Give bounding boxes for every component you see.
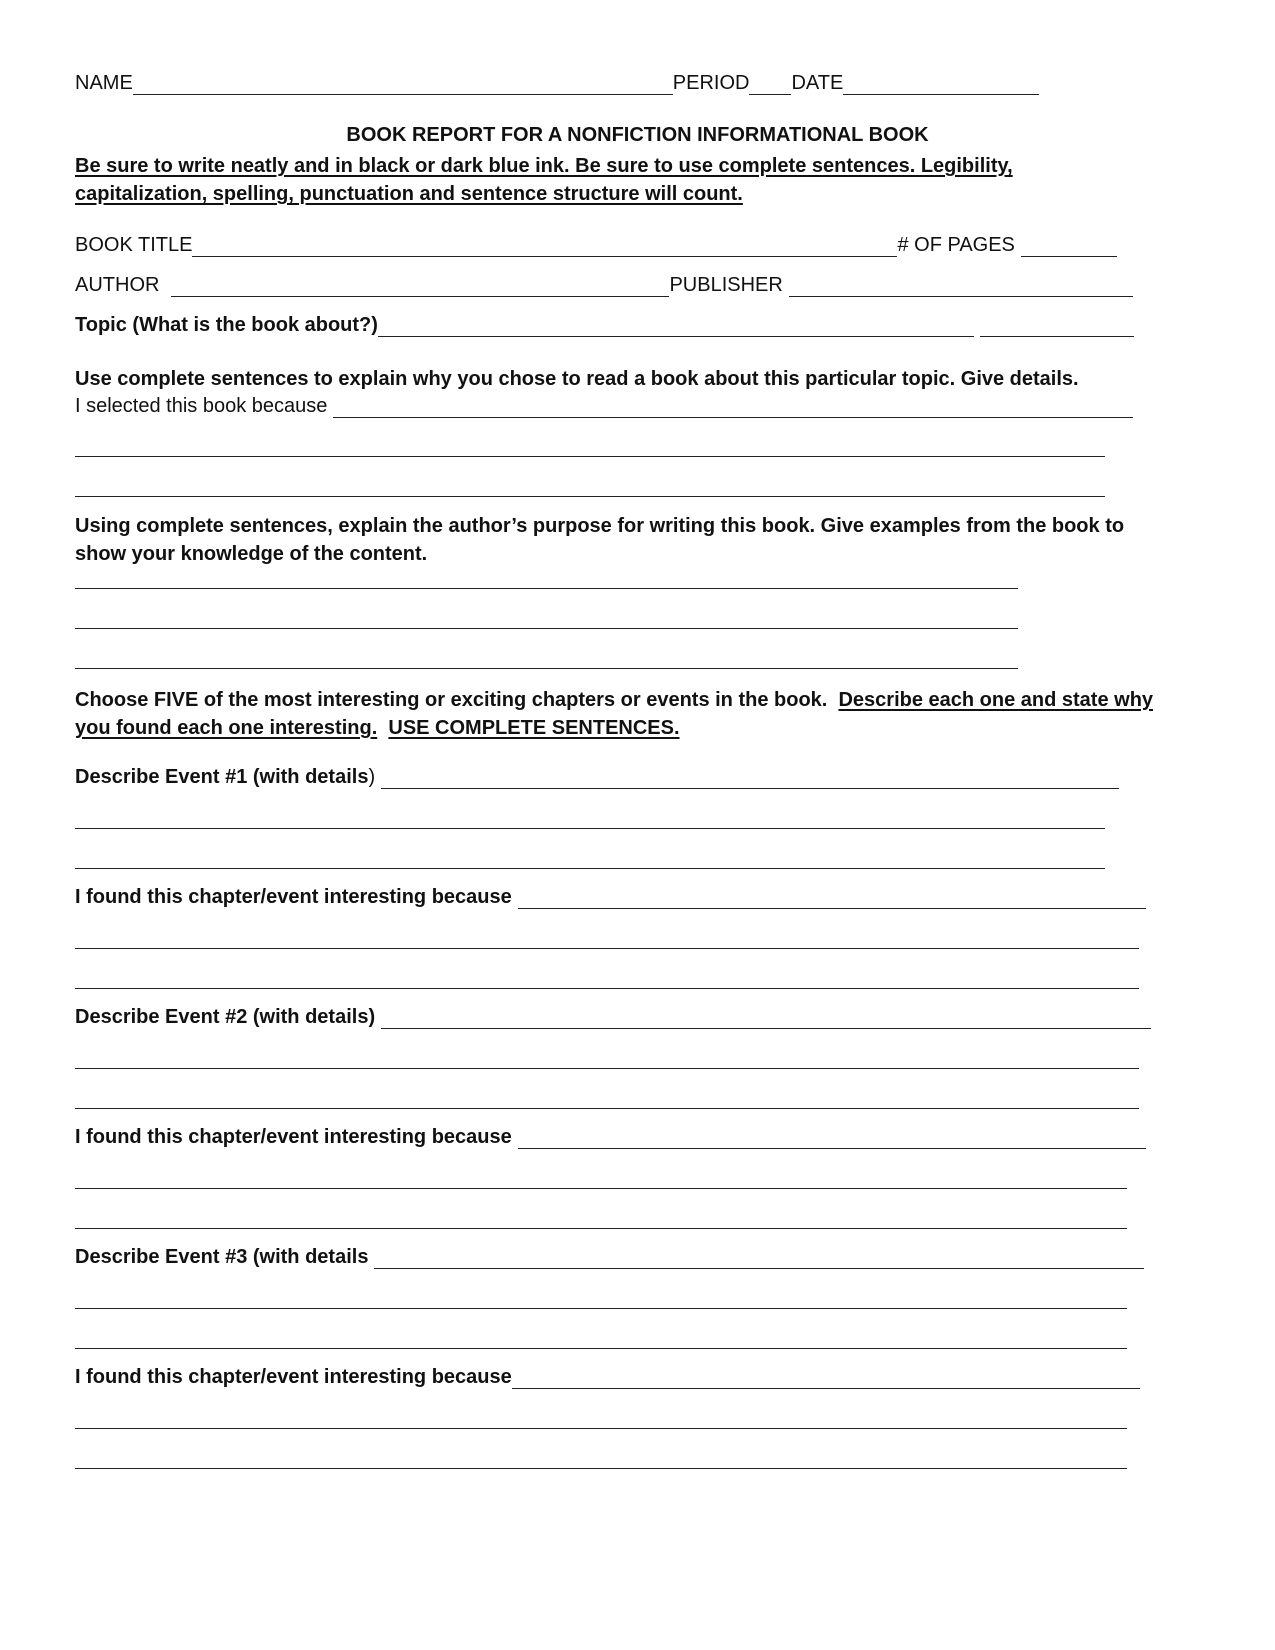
author-row bbox=[75, 274, 1133, 297]
date-label: DATE bbox=[791, 72, 844, 94]
date-field[interactable] bbox=[843, 74, 1039, 95]
header-row bbox=[75, 72, 1039, 95]
event-1-interest-row bbox=[75, 886, 1146, 909]
why-chose-field[interactable] bbox=[333, 397, 1133, 418]
page-title: BOOK REPORT FOR A NONFICTION INFORMATIONAL BOOK bbox=[346, 124, 929, 146]
answer-line[interactable] bbox=[75, 588, 1018, 589]
topic-label: Topic (What is the book about?) bbox=[75, 314, 378, 336]
period-label: PERIOD bbox=[672, 72, 750, 94]
why-chose-starter-row bbox=[75, 395, 1133, 418]
publisher-field[interactable] bbox=[789, 276, 1133, 297]
answer-line[interactable] bbox=[75, 1108, 1139, 1109]
event-1-describe-label: Describe Event #1 (with details bbox=[75, 766, 369, 788]
publisher-label: PUBLISHER bbox=[669, 274, 783, 296]
topic-field-extra[interactable] bbox=[980, 316, 1134, 337]
event-3-describe-field[interactable] bbox=[374, 1248, 1144, 1269]
topic-field[interactable] bbox=[378, 316, 974, 337]
period-field[interactable] bbox=[749, 74, 791, 95]
purpose-prompt: Using complete sentences, explain the author’s purpose for writing this book. Give examples from the book to show your knowledge of the content. bbox=[75, 515, 1125, 565]
event-2-interest-row bbox=[75, 1126, 1146, 1149]
instructions: Be sure to write neatly and in black or dark blue ink. Be sure to use complete sentences. Legibility, capitalization, spelling, punctuation and sentence structure will count. bbox=[75, 155, 1013, 205]
book-title-row bbox=[75, 234, 1117, 257]
events-intro bbox=[75, 686, 1155, 742]
answer-line[interactable] bbox=[75, 1228, 1127, 1229]
why-chose-prompt: Use complete sentences to explain why you chose to read a book about this particular topic. Give details. bbox=[75, 368, 1079, 390]
event-1-interest-label: I found this chapter/event interesting because bbox=[75, 886, 512, 908]
pages-field[interactable] bbox=[1021, 236, 1117, 257]
event-1-describe-paren: ) bbox=[368, 766, 376, 788]
event-3-interest-field[interactable] bbox=[512, 1368, 1140, 1389]
answer-line[interactable] bbox=[75, 828, 1105, 829]
answer-line[interactable] bbox=[75, 1428, 1127, 1429]
answer-line[interactable] bbox=[75, 456, 1105, 457]
answer-line[interactable] bbox=[75, 668, 1018, 669]
event-2-interest-label: I found this chapter/event interesting because bbox=[75, 1126, 512, 1148]
event-3-describe-label: Describe Event #3 (with details bbox=[75, 1246, 369, 1268]
answer-line[interactable] bbox=[75, 1468, 1127, 1469]
event-3-describe-row bbox=[75, 1246, 1144, 1269]
event-1-describe-row bbox=[75, 766, 1119, 789]
topic-row bbox=[75, 314, 1134, 337]
answer-line[interactable] bbox=[75, 1308, 1127, 1309]
author-field[interactable] bbox=[171, 276, 669, 297]
why-chose-starter: I selected this book because bbox=[75, 395, 328, 417]
answer-line[interactable] bbox=[75, 496, 1105, 497]
event-2-describe-field[interactable] bbox=[381, 1008, 1151, 1029]
answer-line[interactable] bbox=[75, 868, 1105, 869]
events-intro-underlined-1: Describe each one and state why you found each one interesting. bbox=[75, 689, 1154, 739]
book-title-field[interactable] bbox=[192, 236, 897, 257]
name-field[interactable] bbox=[133, 74, 673, 95]
event-2-interest-field[interactable] bbox=[518, 1128, 1146, 1149]
event-2-describe-row bbox=[75, 1006, 1151, 1029]
why-chose-prompt-row bbox=[75, 368, 1079, 391]
event-3-interest-label: I found this chapter/event interesting because bbox=[75, 1366, 512, 1388]
event-2-describe-label: Describe Event #2 (with details) bbox=[75, 1006, 376, 1028]
answer-line[interactable] bbox=[75, 628, 1018, 629]
event-1-describe-field[interactable] bbox=[381, 768, 1119, 789]
answer-line[interactable] bbox=[75, 1068, 1139, 1069]
pages-label: # OF PAGES bbox=[897, 234, 1015, 256]
answer-line[interactable] bbox=[75, 988, 1139, 989]
answer-line[interactable] bbox=[75, 1348, 1127, 1349]
name-label: NAME bbox=[75, 72, 133, 94]
event-1-interest-field[interactable] bbox=[518, 888, 1146, 909]
event-3-interest-row bbox=[75, 1366, 1140, 1389]
book-title-label: BOOK TITLE bbox=[75, 234, 193, 256]
events-intro-underlined-2: USE COMPLETE SENTENCES. bbox=[388, 717, 680, 739]
events-intro-plain: Choose FIVE of the most interesting or exciting chapters or events in the book. bbox=[75, 689, 828, 711]
author-label: AUTHOR bbox=[75, 274, 160, 296]
answer-line[interactable] bbox=[75, 948, 1139, 949]
answer-line[interactable] bbox=[75, 1188, 1127, 1189]
